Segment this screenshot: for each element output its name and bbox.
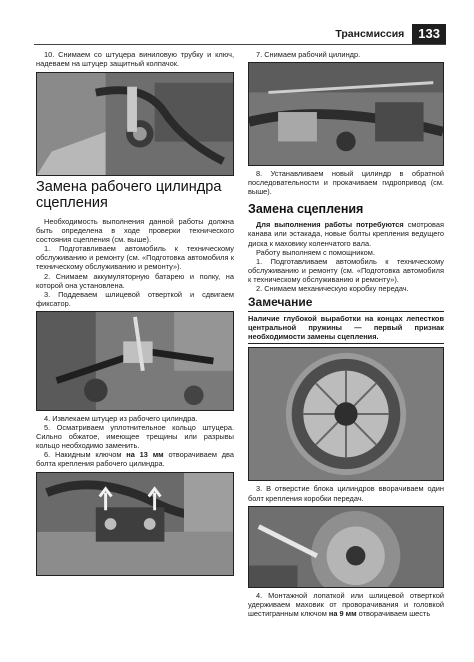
clutch-step-3-text: 3. В отверстие блока цилиндров вворачиваем один болт крепления коробки передач. xyxy=(248,484,444,503)
step-8-text: 8. Устанавливаем новый цилиндр в обратной последовательности и прокачиваем гидропривод (см. выше). xyxy=(248,169,444,197)
intro-text: Необходимость выполнения данной работы должна быть определена в ходе проверки технического состояния сцепления (см. выше). xyxy=(36,217,234,245)
header-rule xyxy=(34,44,446,45)
photo-remove-clip xyxy=(36,311,234,411)
step-10-text: 10. Снимаем со штуцера виниловую трубку и ключ, надеваем на штуцер защитный колпачок. xyxy=(36,50,234,69)
section-title-slave-cylinder: Замена рабочего цилиндра сцепления xyxy=(36,179,222,211)
photo-bleed-fitting xyxy=(36,72,234,176)
step-3-text: 3. Поддеваем шлицевой отверткой и сдвигаем фиксатор. xyxy=(36,289,234,308)
page-number: 133 xyxy=(412,24,446,44)
step-6-text: 6. Накидным ключом на 13 мм отворачиваем два болта крепления рабочего цилиндра. xyxy=(36,450,234,469)
photo-clutch-pressure-plate xyxy=(248,347,444,481)
right-column xyxy=(248,50,444,618)
photo-cylinder-bolts xyxy=(36,472,234,576)
step-1-text: 1. Подготавливаем автомобиль к техническому обслуживанию и ремонту (см. «Подготовка автомобиля к техническому обслуживанию и ремонту»). xyxy=(36,244,234,272)
section-title: Трансмиссия xyxy=(335,28,405,40)
clutch-step-2-text: 2. Снимаем механическую коробку передач. xyxy=(256,284,409,294)
step-7-text: 7. Снимаем рабочий цилиндр. xyxy=(256,50,361,59)
note-title: Замечание xyxy=(248,295,313,310)
step-4-text: 4. Извлекаем штуцер из рабочего цилиндра. xyxy=(44,413,198,423)
note-box xyxy=(248,311,444,344)
clutch-step-1-text: 1. Подготавливаем автомобиль к техническому обслуживанию и ремонту (см. «Подготовка автомобиля к техническому обслуживанию и ремонту»). xyxy=(248,256,444,284)
step-2-text: 2. Снимаем аккумуляторную батарею и полку, на которой она установлена. xyxy=(36,271,234,290)
note-text: Наличие глубокой выработки на концах лепестков центральной пружины — первый признак необходимости замены сцепления. xyxy=(248,314,444,342)
left-column xyxy=(36,50,234,579)
section-title-clutch: Замена сцепления xyxy=(248,202,364,217)
clutch-step-4-text: 4. Монтажной лопаткой или шлицевой отверткой удерживаем маховик от проворачивания и головкой шестигранным ключом на 9 мм отворачиваем шесть xyxy=(248,590,444,618)
helper-text: Работу выполняем с помощником. xyxy=(256,247,375,257)
photo-flywheel-hold xyxy=(248,506,444,588)
requirements-text: Для выполнения работы потребуются смотровая канава или эстакада, новые болты крепления ведущего диска к маховику коленчатого вала. xyxy=(248,220,444,248)
photo-removed-cylinder xyxy=(248,62,444,166)
page-header xyxy=(335,24,446,44)
step-5-text: 5. Осматриваем уплотнительное кольцо штуцера. Сильно обжатое, имеющее трещины или разрывы кольцо необходимо заменить. xyxy=(36,423,234,451)
